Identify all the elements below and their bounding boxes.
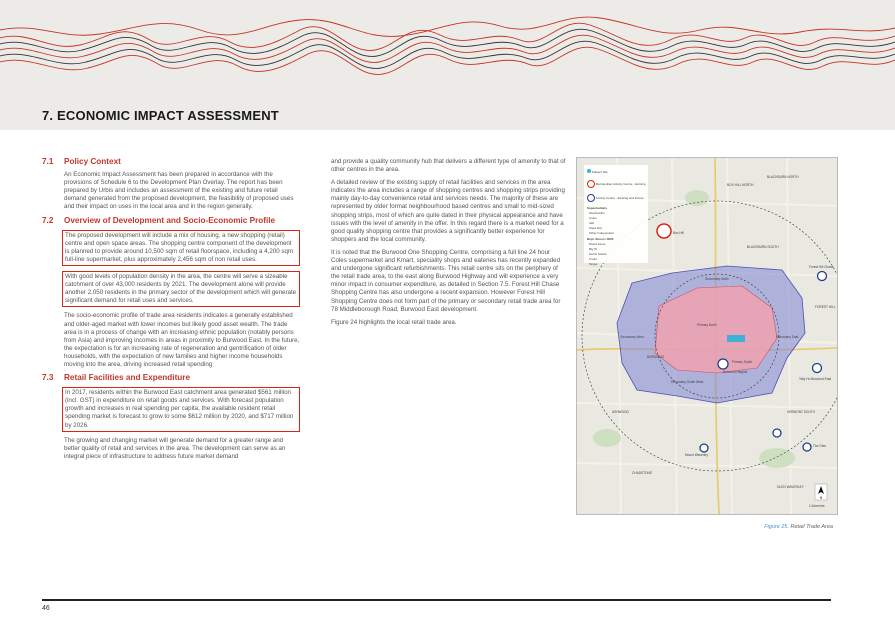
highlighted-paragraph: The proposed development will include a mix of housing, a new shopping (retail) centre and open space areas. The shopping centre component of the development is planned to provide around 10,500 sqm of retail floorspace, including a 4,200 sqm full-line supermarket, plus approximately 2,456 sqm of non retail uses. (62, 230, 300, 266)
paragraph: An Economic Impact Assessment has been prepared in accordance with the provisions of Schedule 6 to the Development Plan Overlay. The report has been prepared by Urbis and includes an assessment of the existing and future retail demand generated from the proposed development, the feasibility of proposed uses and their impact on uses in the local area and in the region generally. (64, 171, 294, 211)
legend-item: Kmart (589, 257, 598, 261)
paragraph: Figure 24 highlights the local retail trade area. (331, 318, 457, 326)
section-heading-7-2 (42, 217, 300, 225)
paragraph: It is noted that the Burwood One Shopping Centre, comprising a full line 24 hour Coles supermarket and Kmart, speciality shops and eateries has recently expanded and undergone significant refurbishments. This retail centre sits on the periphery of the retail trade area, to the east along Burwood Highway and will experience a very minor impact in consumer expenditure, as detailed in Section 7.5. Forest Hill Chase Shopping Centre has also undergone a recent expansion. However Forest Hill Shopping Centre does not form part of the primary or secondary retail trade area for 78 Middleborough Road, Burwood East development. (331, 248, 561, 313)
page-number: 46 (42, 605, 50, 612)
the-glen-label: The Glen (813, 444, 827, 448)
blackburn-south-label: BLACKBURN SOUTH (747, 245, 779, 249)
middle-column (331, 158, 567, 332)
section-title: Overview of Development and Socio-Economic Profile (64, 215, 276, 225)
svg-text:N: N (819, 496, 823, 500)
section-heading-7-1 (42, 158, 300, 166)
figure-caption (700, 524, 833, 530)
section-title: Policy Context (64, 157, 121, 166)
glen-waverley-label: GLEN WAVERLEY (777, 485, 804, 489)
section-title: Retail Facilities and Expenditure (64, 373, 191, 383)
legend-item: David Jones (589, 242, 606, 246)
map-legend (584, 165, 648, 266)
ashwood-label: ASHWOOD (612, 410, 629, 414)
burwood-heights-label: Burwood Heights (723, 370, 748, 374)
legend-item: Supa IGA (589, 226, 603, 230)
box-hill-north-label: BOX HILL NORTH (727, 183, 754, 187)
retail-trade-area-map (576, 157, 838, 515)
legend-item: Big W (589, 247, 598, 251)
scale-label: 1 kilometre (809, 504, 825, 508)
forest-hill-chase-label: Forest Hill Chase (809, 265, 834, 269)
legend-item: Other Independent (589, 231, 615, 235)
page-title: 7. ECONOMIC IMPACT ASSESSMENT (42, 108, 279, 123)
legend-subject-site: Subject Site (591, 170, 608, 174)
legend-dept-heading: Dept. Stores / DDS (587, 237, 614, 241)
paragraph: and provide a quality community hub that delivers a different type of amenity to that of other centres in the area. (331, 158, 566, 174)
legend-supermarkets-heading: Supermarkets (587, 206, 608, 210)
section-heading-7-3 (42, 374, 300, 382)
chadstone-label: CHADSTONE (632, 471, 652, 475)
legend-item: Woolworths (589, 211, 605, 215)
paragraph: The socio-economic profile of trade area residents indicates a generally established and older-aged market with lower incomes but likely good asset wealth. The trade area is in a process of change with an increasing ethnic population (notably persons from Asia) and improving incomes in areas in proximity to Burwood East. In the future, the expectation is for an increasing rate of regeneration and gentrification of older households, with the expectation of new families and higher income households moving into the area, driving increased retail spending (64, 312, 300, 368)
section-number: 7.3 (42, 373, 54, 383)
legend-item: Harris Scarfe (589, 252, 607, 256)
north-arrow-icon (815, 484, 827, 500)
section-number: 7.1 (42, 157, 54, 166)
paragraph: A detailed review of the existing supply of retail facilities and services in the area indicates the area includes a range of shopping centres and shopping strips providing mainly day-to-day convenience retail and services needs. The majority of these are represented by older format neighbourhood based centres and small to mid-sized shopping strips, most of which are quite dated in their physical appearance and have issues with the level of amenity in the offer. In this regard there is a market need for a good quality shopping centre that provides a significantly better experience for shoppers and the local community. (331, 179, 565, 243)
secondary-south-west-label: Secondary South West (670, 380, 704, 384)
blackburn-north-label: BLACKBURN NORTH (767, 175, 799, 179)
forest-hill-label: FOREST HILL (815, 305, 836, 309)
secondary-east-label: Secondary East (775, 335, 799, 339)
figure-number: Figure 25. (764, 524, 789, 530)
secondary-west-label: Secondary West (620, 335, 644, 339)
footer-rule (42, 599, 831, 601)
legend-item: Target (589, 262, 598, 266)
mount-waverley-label: Mount Waverley (685, 453, 708, 457)
legend-item: Coles (589, 216, 597, 220)
figure-title: Retail Trade Area (790, 524, 833, 530)
highlighted-paragraph: With good levels of population density in the area, the centre will serve a sizeable catchment of over 43,000 residents by 2021. The development alone will provide another 2,050 residents in the primary sector of the development which will generate significant demand for retail uses and services. (62, 271, 300, 307)
legend-item: Aldi (589, 221, 595, 225)
section-number: 7.2 (42, 215, 54, 225)
left-column (42, 158, 300, 466)
highlighted-paragraph: In 2017, residents within the Burwood East catchment area generated $561 million (incl. GST) in expenditure on retail goods and services. With forecast population growth and increases in real spending per capita, the available resident retail spending market is forecast to grow to some $612 million by 2020, and $717 million by 2026. (62, 387, 300, 431)
primary-north-label: Primary North (697, 323, 717, 327)
secondary-north-label: Secondary North (705, 277, 729, 281)
legend-mac: Metropolitan Activity Centre - Existing (595, 181, 646, 186)
box-hill-label: Box Hill (673, 231, 684, 235)
vermont-south-label: VERMONT SOUTH (787, 410, 815, 414)
tally-ho-label: Tally Ho Burwood East (799, 377, 832, 381)
paragraph: The growing and changing market will generate demand for a greater range and better quality of retail and services in the area. The development can serve as an integral piece of infrastructure to address future market demand (64, 436, 286, 460)
legend-ac: Activity Centre - Existing and Future (595, 195, 644, 200)
primary-south-label: Primary South (731, 360, 753, 364)
burwood-label: BURWOOD (647, 355, 664, 359)
